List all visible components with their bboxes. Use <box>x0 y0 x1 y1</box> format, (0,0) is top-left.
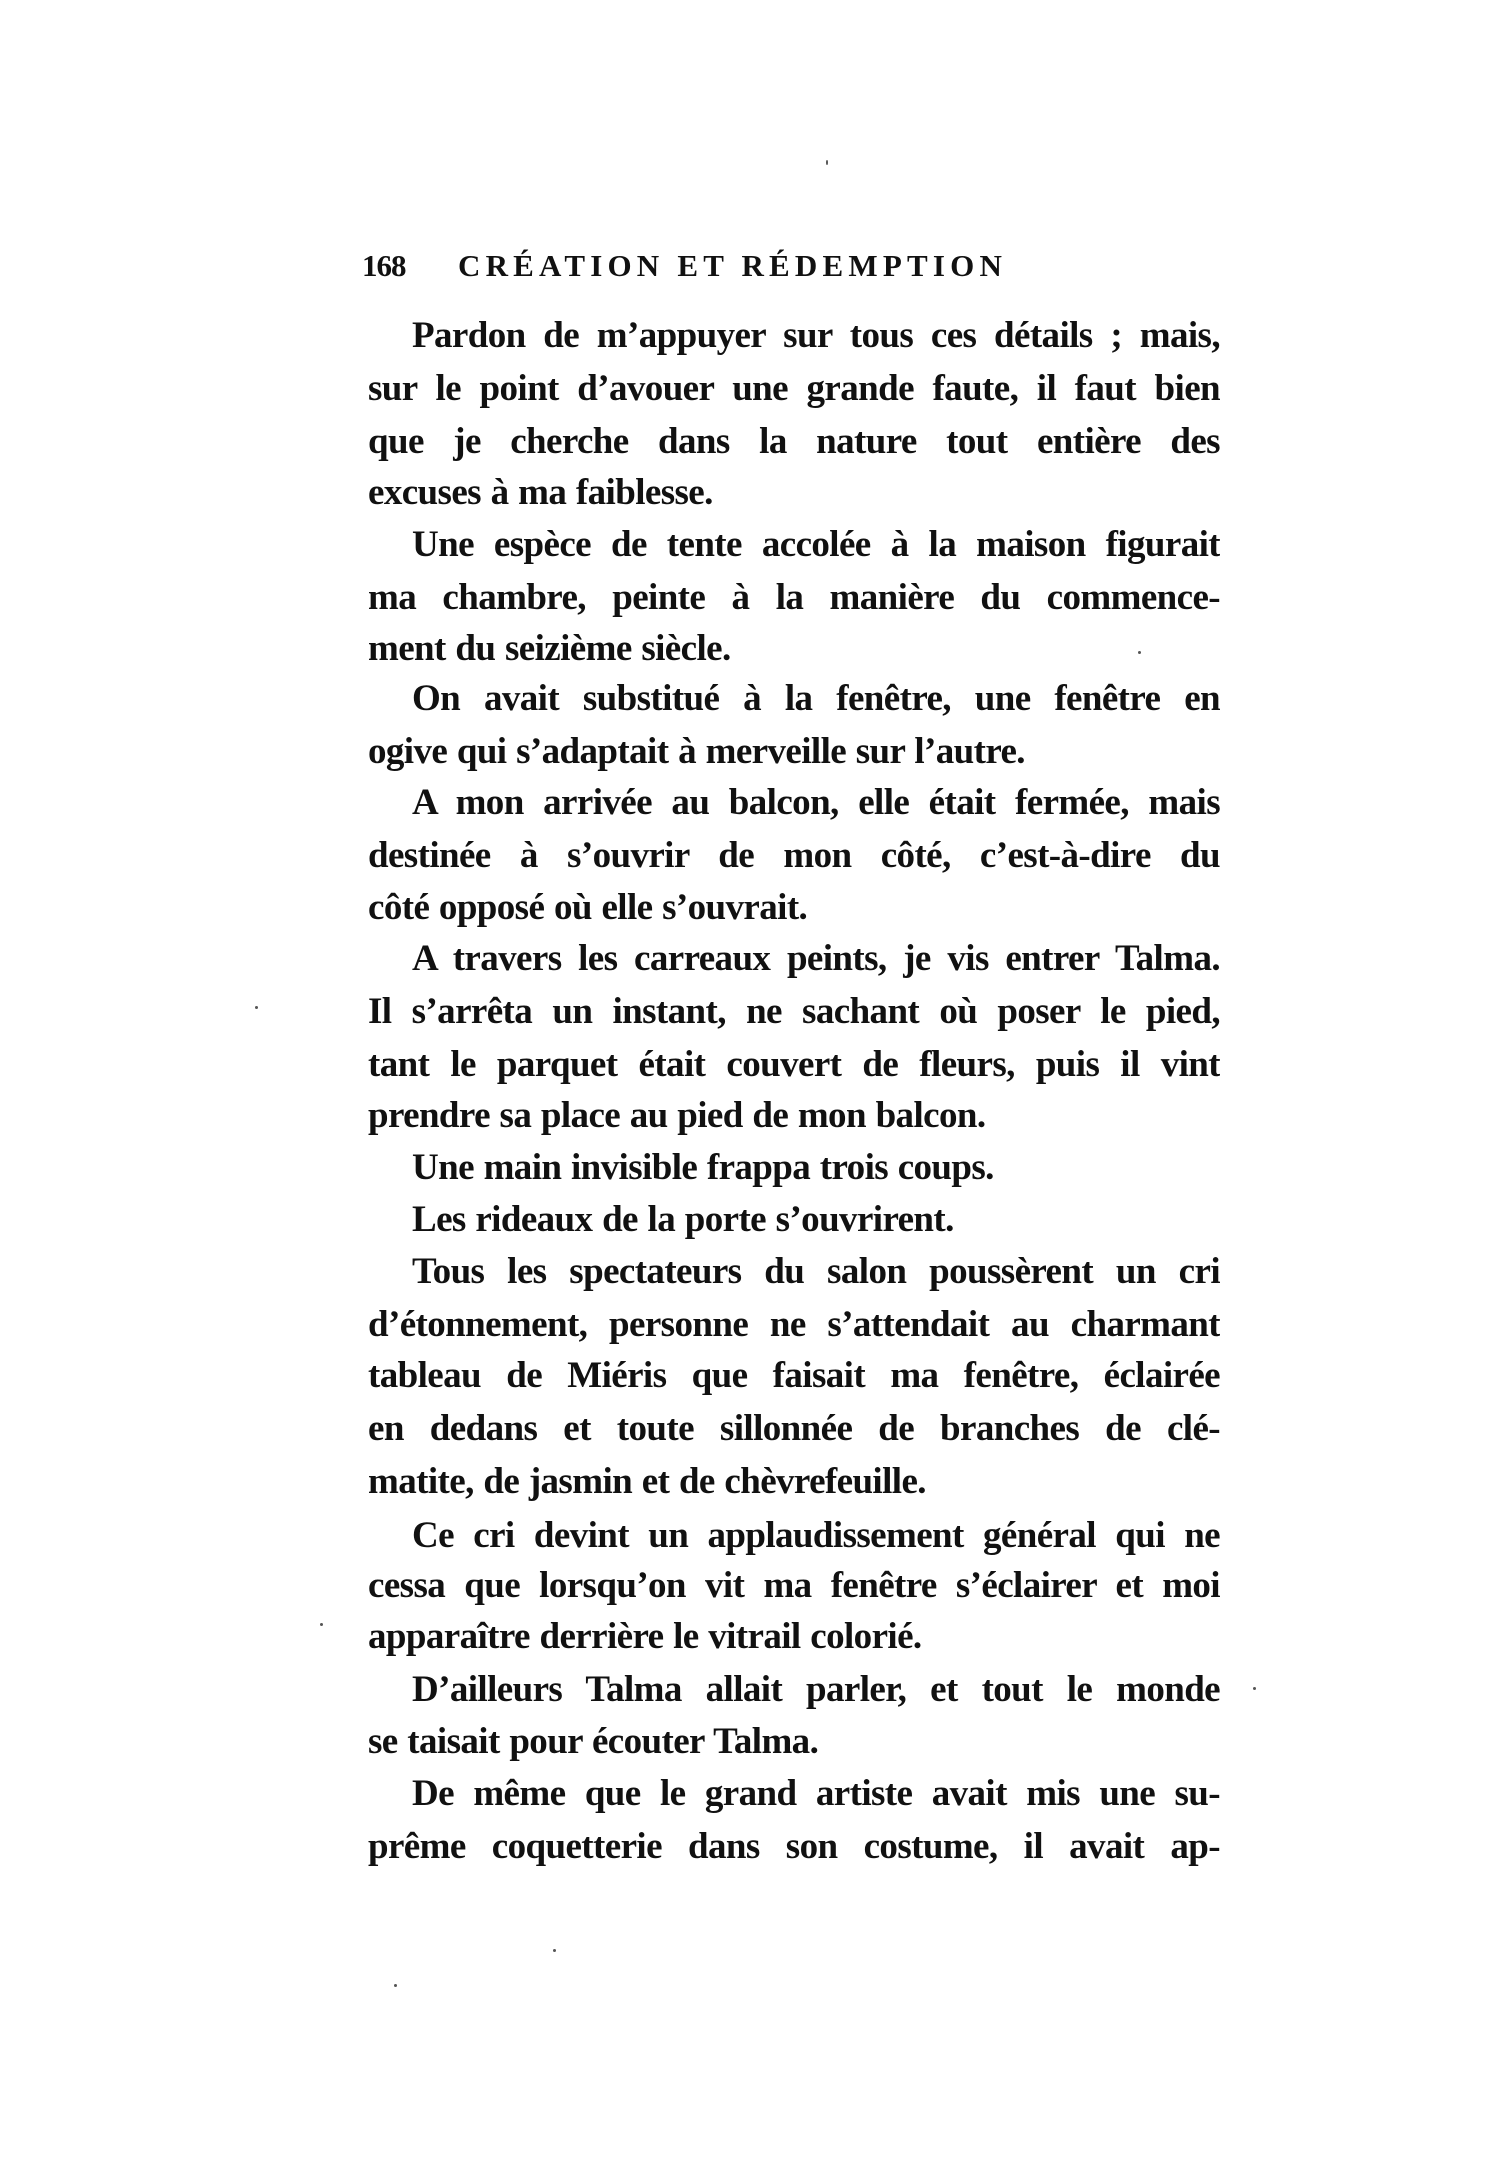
text-line: A mon arrivée au balcon, elle était fermée, mais <box>412 782 1220 823</box>
text-line: prême coquetterie dans son costume, il avait ap- <box>368 1826 1220 1867</box>
text-line: côté opposé où elle s’ouvrait. <box>368 887 808 928</box>
text-line: excuses à ma faiblesse. <box>368 472 713 513</box>
text-line: Il s’arrêta un instant, ne sachant où poser le pied, <box>368 991 1220 1032</box>
text-line: se taisait pour écouter Talma. <box>368 1721 819 1762</box>
text-line: que je cherche dans la nature tout entière des <box>368 421 1220 462</box>
text-line: cessa que lorsqu’on vit ma fenêtre s’éclairer et moi <box>368 1565 1220 1606</box>
text-line: destinée à s’ouvrir de mon côté, c’est-à-dire du <box>368 835 1220 876</box>
text-line: Une main invisible frappa trois coups. <box>412 1147 994 1188</box>
text-line: On avait substitué à la fenêtre, une fenêtre en <box>412 678 1220 719</box>
text-line: tant le parquet était couvert de fleurs, puis il vint <box>368 1044 1220 1085</box>
text-line: d’étonnement, personne ne s’attendait au charmant <box>368 1304 1220 1345</box>
scan-speck <box>255 1006 258 1009</box>
text-line: De même que le grand artiste avait mis une su- <box>412 1773 1220 1814</box>
text-line: en dedans et toute sillonnée de branches de clé- <box>368 1408 1220 1449</box>
scan-speck <box>1253 1687 1256 1690</box>
scan-speck <box>826 160 828 165</box>
text-line: tableau de Miéris que faisait ma fenêtre, éclairée <box>368 1355 1220 1396</box>
text-line: sur le point d’avouer une grande faute, il faut bien <box>368 368 1220 409</box>
scan-speck <box>1138 651 1141 654</box>
text-line: prendre sa place au pied de mon balcon. <box>368 1095 986 1136</box>
scan-speck <box>320 1623 323 1626</box>
text-line: Une espèce de tente accolée à la maison figurait <box>412 524 1220 565</box>
scan-speck <box>553 1949 556 1952</box>
text-line: A travers les carreaux peints, je vis entrer Talma. <box>412 938 1220 979</box>
text-line: Les rideaux de la porte s’ouvrirent. <box>412 1199 954 1240</box>
text-line: Ce cri devint un applaudissement général qui ne <box>412 1515 1220 1556</box>
text-line: ogive qui s’adaptait à merveille sur l’autre. <box>368 731 1025 772</box>
text-line: Tous les spectateurs du salon poussèrent un cri <box>412 1251 1220 1292</box>
text-line: Pardon de m’appuyer sur tous ces détails ; mais, <box>412 315 1220 356</box>
text-line: D’ailleurs Talma allait parler, et tout le monde <box>412 1669 1220 1710</box>
page-number: 168 <box>362 248 406 283</box>
text-line: ment du seizième siècle. <box>368 628 731 669</box>
running-title: CRÉATION ET RÉDEMPTION <box>458 248 1008 283</box>
scan-speck <box>394 1984 397 1987</box>
text-line: apparaître derrière le vitrail colorié. <box>368 1616 922 1657</box>
text-line: matite, de jasmin et de chèvrefeuille. <box>368 1461 926 1502</box>
text-line: ma chambre, peinte à la manière du commence- <box>368 577 1220 618</box>
